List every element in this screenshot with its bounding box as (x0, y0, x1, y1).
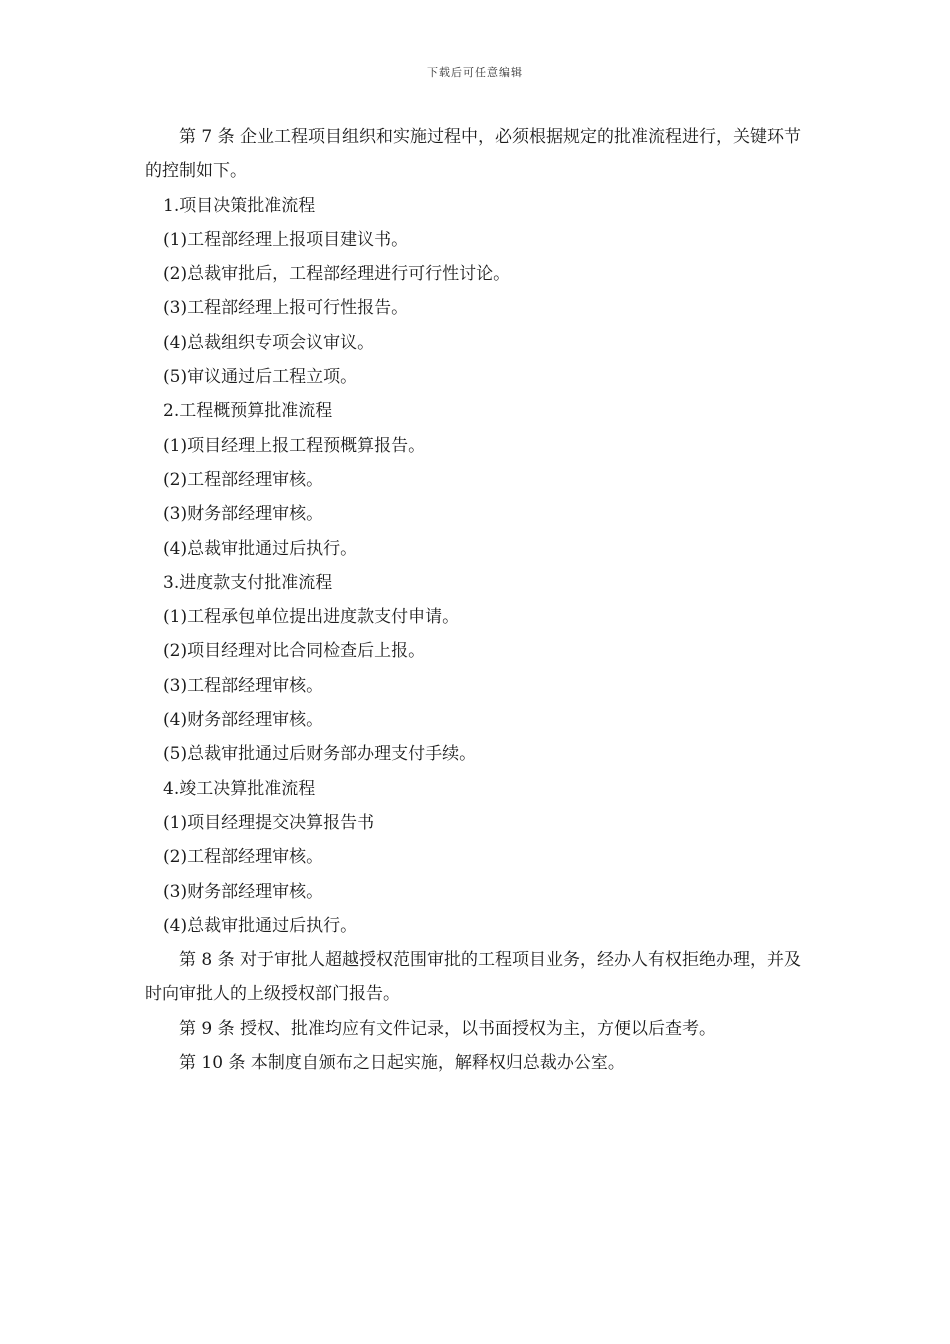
section-3-step-4: (4)财务部经理审核。 (163, 710, 324, 731)
section-4-step-4: (4)总裁审批通过后执行。 (163, 915, 358, 936)
article-10-paragraph: 第 10 条 本制度自颁布之日起实施，解释权归总裁办公室。 (179, 1053, 625, 1074)
article-8-paragraph: 第 8 条 对于审批人超越授权范围审批的工程项目业务，经办人有权拒绝办理，并及时向审批人的上级授权部门报告。 (145, 950, 802, 1005)
section-3-step-5: (5)总裁审批通过后财务部办理支付手续。 (163, 744, 477, 765)
page-header: 下载后可任意编辑 (427, 66, 523, 79)
section-4-step-2: (2)工程部经理审核。 (163, 847, 324, 868)
section-2-step-1: (1)项目经理上报工程预概算报告。 (163, 435, 426, 456)
section-4-title: 4.竣工决算批准流程 (163, 778, 316, 799)
section-1-step-1: (1)工程部经理上报项目建议书。 (163, 229, 409, 250)
section-2-title: 2.工程概预算批准流程 (163, 401, 333, 422)
section-2-step-4: (4)总裁审批通过后执行。 (163, 538, 358, 559)
article-9-paragraph: 第 9 条 授权、批准均应有文件记录，以书面授权为主，方便以后查考。 (179, 1018, 717, 1039)
section-1-step-5: (5)审议通过后工程立项。 (163, 367, 358, 388)
section-2-step-2: (2)工程部经理审核。 (163, 469, 324, 490)
section-1-step-2: (2)总裁审批后，工程部经理进行可行性讨论。 (163, 264, 511, 285)
section-4-step-1: (1)项目经理提交决算报告书 (163, 812, 375, 833)
section-2-step-3: (3)财务部经理审核。 (163, 504, 324, 525)
section-3-step-1: (1)工程承包单位提出进度款支付申请。 (163, 607, 460, 628)
section-3-step-3: (3)工程部经理审核。 (163, 675, 324, 696)
document-body (145, 120, 810, 1080)
section-4-step-3: (3)财务部经理审核。 (163, 881, 324, 902)
article-7-paragraph: 第 7 条 企业工程项目组织和实施过程中，必须根据规定的批准流程进行，关键环节的控制如下。 (145, 127, 802, 182)
section-3-step-2: (2)项目经理对比合同检查后上报。 (163, 641, 426, 662)
section-3-title: 3.进度款支付批准流程 (163, 572, 333, 593)
section-1-step-4: (4)总裁组织专项会议审议。 (163, 332, 375, 353)
section-1-step-3: (3)工程部经理上报可行性报告。 (163, 298, 409, 319)
section-1-title: 1.项目决策批准流程 (163, 195, 316, 216)
